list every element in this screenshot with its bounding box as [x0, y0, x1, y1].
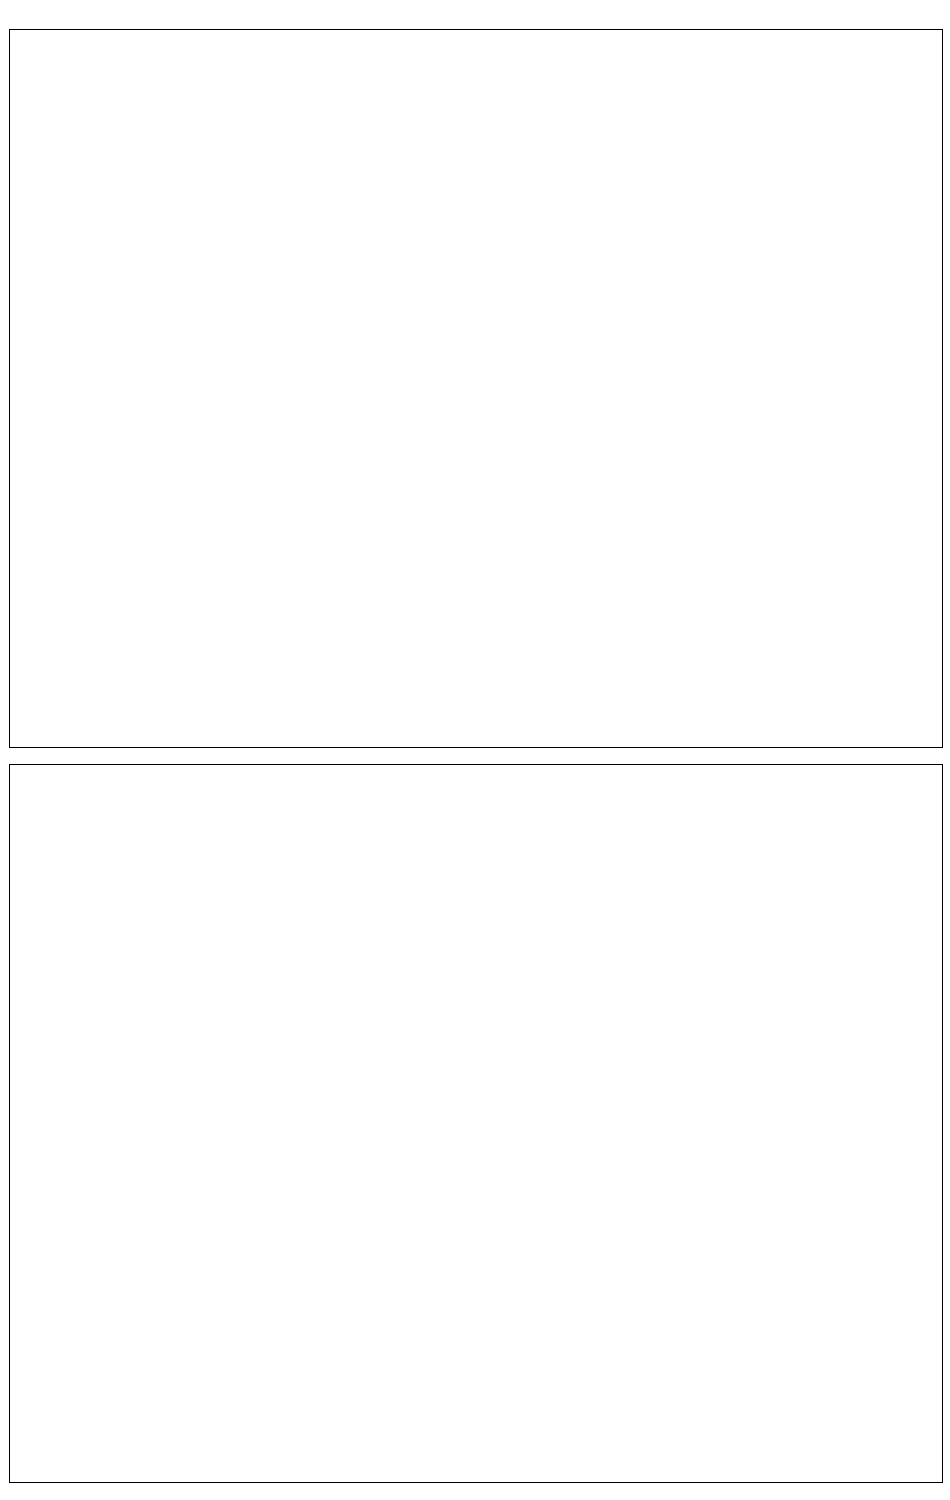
bottom-footer — [909, 1434, 938, 1483]
bottom-sat-a-info — [14, 767, 43, 1276]
top-legend — [909, 32, 938, 541]
bottom-map-panel — [9, 764, 943, 1483]
top-map — [10, 30, 942, 747]
top-footer — [909, 699, 938, 748]
top-sat-b-info — [14, 503, 43, 748]
top-sat-a-info — [14, 32, 43, 541]
bottom-map — [10, 765, 942, 1482]
bottom-sat-b-info — [14, 1238, 43, 1483]
top-map-panel — [9, 29, 943, 748]
bottom-legend — [909, 767, 938, 1276]
